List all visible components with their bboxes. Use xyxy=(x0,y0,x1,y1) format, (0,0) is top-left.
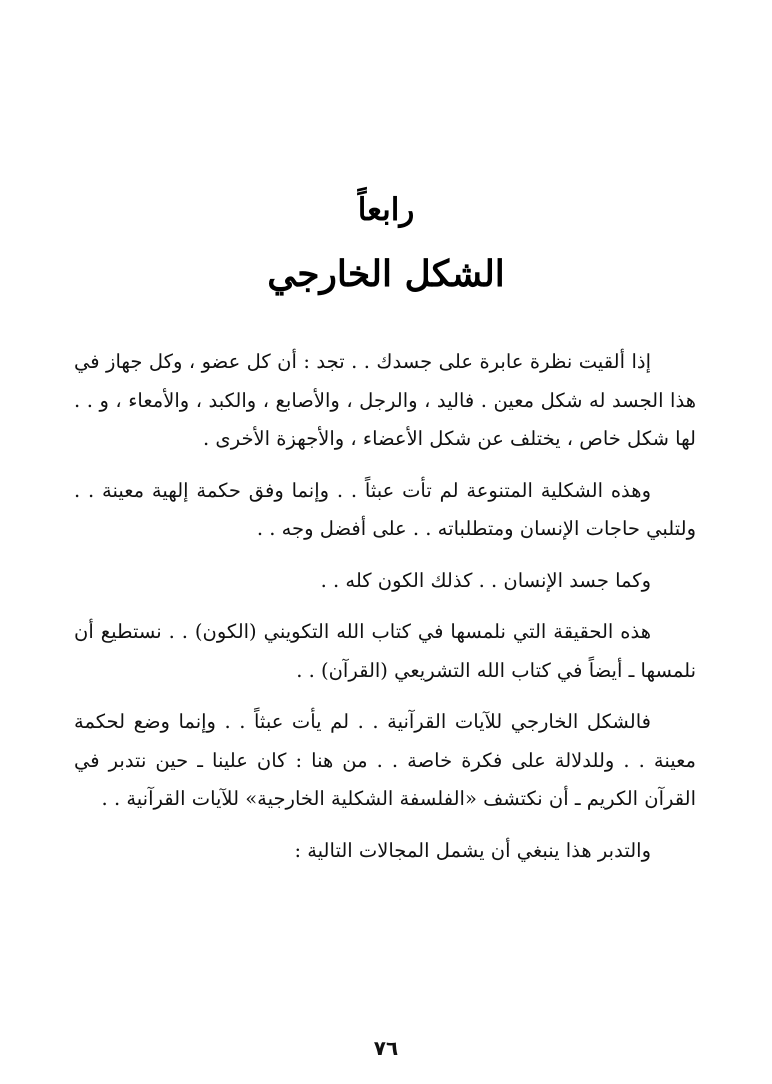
paragraph: إذا ألقيت نظرة عابرة على جسدك . . تجد : أن كل عضو ، وكل جهاز في هذا الجسد له شكل معين . فاليد ، والرجل ، والأصابع ، والكبد ، والأمعاء ، و . . لها شكل خاص ، يختلف عن شكل الأعضاء ، والأجهزة الأخرى . xyxy=(74,350,696,450)
page-number: ٧٦ xyxy=(373,1036,399,1060)
section-number-heading: رابعاً xyxy=(357,192,415,228)
paragraph: وكما جسد الإنسان . . كذلك الكون كله . . xyxy=(320,568,651,592)
paragraph: وهذه الشكلية المتنوعة لم تأت عبثاً . . وإنما وفق حكمة إلهية معينة . . ولتلبي حاجات الإنسان ومتطلباته . . على أفضل وجه . . xyxy=(74,478,696,540)
paragraph: فالشكل الخارجي للآيات القرآنية . . لم يأت عبثاً . . وإنما وضع لحكمة معينة . . وللدلالة على فكرة خاصة . . من هنا : كان علينا ـ حين نتدبر في القرآن الكريم ـ أن نكتشف «الفلسفة الشكلية الخارجية» للآيات القرآنية . . xyxy=(74,710,696,810)
paragraph: هذه الحقيقة التي نلمسها في كتاب الله التكويني (الكون) . . نستطيع أن نلمسها ـ أيضاً في كتاب الله التشريعي (القرآن) . . xyxy=(74,620,696,682)
paragraph: والتدبر هذا ينبغي أن يشمل المجالات التالية : xyxy=(294,838,651,862)
section-title-heading: الشكل الخارجي xyxy=(267,253,505,295)
body-text xyxy=(74,343,696,883)
